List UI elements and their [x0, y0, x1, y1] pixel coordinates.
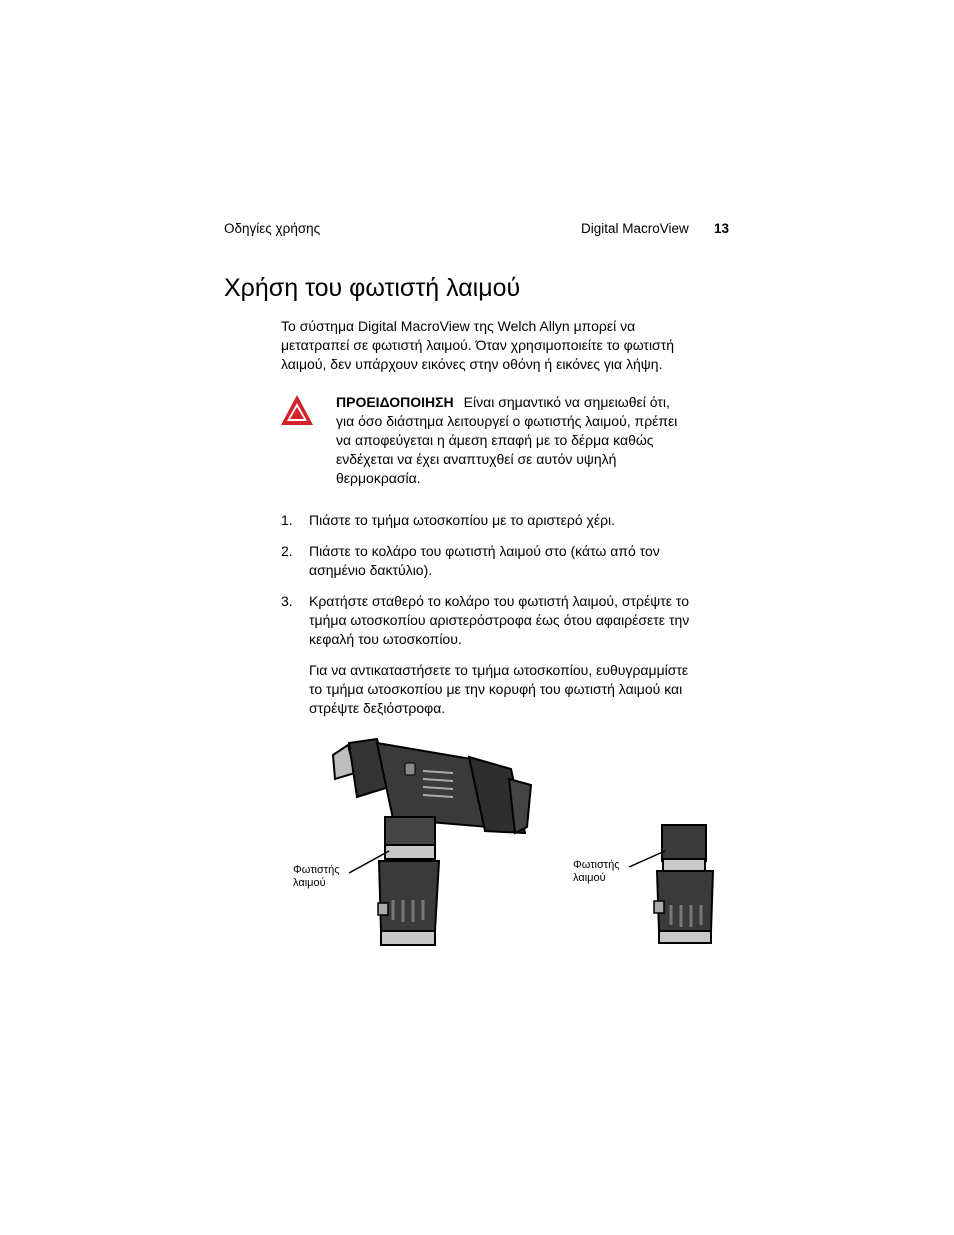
warning-line: Είναι σημαντικό να σημειωθεί ότι, — [463, 394, 670, 410]
page-number: 13 — [714, 221, 730, 236]
warning-line: να αποφεύγεται η άμεση επαφή με το δέρμα καθώς — [336, 432, 654, 448]
step-3-note — [309, 661, 734, 718]
callout-throat-illuminator-right — [573, 859, 620, 885]
step-2 — [281, 542, 731, 580]
warning-line: ενδέχεται να έχει αναπτυχθεί σε αυτόν υψηλή — [336, 451, 617, 467]
warning-line: για όσο διάστημα λειτουργεί ο φωτιστής λαιμού, πρέπει — [336, 413, 678, 429]
intro-line: μετατραπεί σε φωτιστή λαιμού. Όταν χρησιμοποιείτε το φωτιστή — [281, 337, 675, 353]
callout-line: Φωτιστής — [293, 864, 340, 876]
step-line: τμήμα ωτοσκοπίου αριστερόστροφα έως ότου αφαιρέσετε την — [309, 612, 690, 628]
callout-throat-illuminator-left — [293, 864, 340, 890]
header-doc-title: Οδηγίες χρήσης — [224, 221, 321, 236]
step-3 — [281, 592, 731, 649]
note-line: Για να αντικαταστήσετε το τμήμα ωτοσκοπίου, ευθυγραμμίστε — [309, 662, 689, 678]
throat-illuminator-illustration — [629, 825, 713, 943]
note-line: στρέψτε δεξιόστροφα. — [309, 700, 446, 716]
note-line: το τμήμα ωτοσκοπίου με την κορυφή του φωτιστή λαιμού και — [309, 681, 683, 697]
step-line: Πιάστε το τμήμα ωτοσκοπίου με το αριστερό χέρι. — [309, 512, 616, 528]
step-line: ασημένιο δακτύλιο). — [309, 562, 433, 578]
warning-line: θερμοκρασία. — [336, 470, 421, 486]
warning-block — [336, 393, 731, 488]
step-line: κεφαλή του ωτοσκοπίου. — [309, 631, 462, 647]
step-number: 3. — [281, 593, 293, 609]
step-line: Πιάστε το κολάρο του φωτιστή λαιμού στο (κάτω από τον — [309, 543, 660, 559]
otoscope-illustration — [285, 735, 735, 955]
step-line: Κρατήστε σταθερό το κολάρο του φωτιστή λαιμού, στρέψτε το — [309, 593, 690, 609]
callout-line: Φωτιστής — [573, 859, 620, 871]
intro-line: λαιμού, δεν υπάρχουν εικόνες στην οθόνη ή εικόνες για λήψη. — [281, 356, 663, 372]
warning-triangle-icon — [279, 393, 315, 427]
step-number: 1. — [281, 512, 293, 528]
step-1 — [281, 511, 731, 530]
intro-line: Το σύστημα Digital MacroView της Welch Allyn μπορεί να — [281, 318, 636, 334]
callout-line: λαιμού — [573, 872, 606, 884]
warning-label: ΠΡΟΕΙΔΟΠΟΙΗΣΗ — [336, 394, 454, 410]
step-number: 2. — [281, 543, 293, 559]
header-product-name: Digital MacroView — [581, 221, 689, 236]
intro-paragraph — [281, 317, 731, 374]
section-title: Χρήση του φωτιστή λαιμού — [224, 274, 521, 302]
illustration-figure — [285, 735, 735, 955]
otoscope-assembly-illustration — [333, 739, 531, 945]
callout-line: λαιμού — [293, 877, 326, 889]
